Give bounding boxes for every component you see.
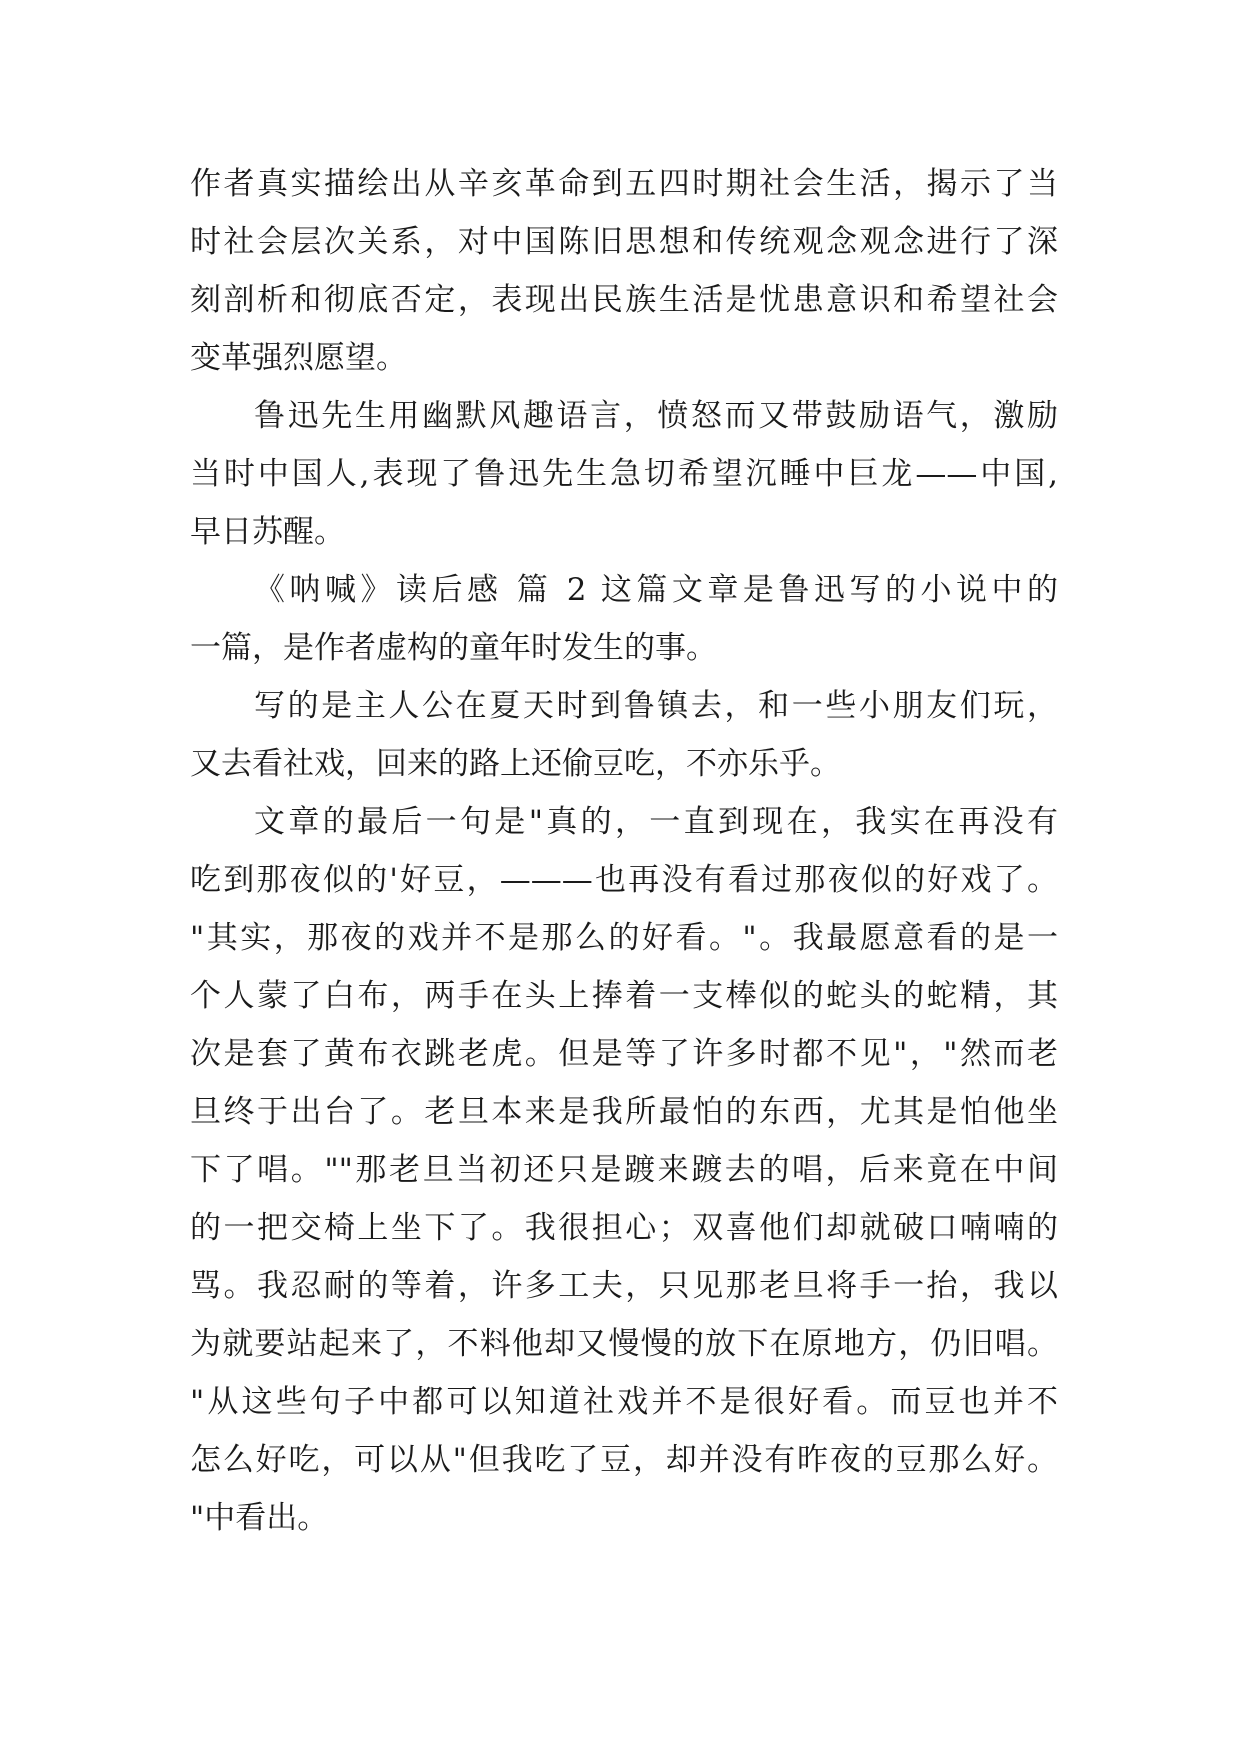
text-line-19: 的一把交椅上坐下了。我很担心；双喜他们却就破口喃喃的 [190,1210,1058,1246]
text-line-24: "中看出。 [190,1500,329,1536]
text-line-11: 又去看社戏，回来的路上还偷豆吃，不亦乐乎。 [190,746,841,782]
text-line-10: 写的是主人公在夏天时到鲁镇去，和一些小朋友们玩， [254,688,1058,724]
text-line-20: 骂。我忍耐的等着，许多工夫，只见那老旦将手一抬，我以 [190,1268,1058,1304]
document-page [190,155,1058,1547]
text-line-7: 早日苏醒。 [190,514,345,550]
text-line-3: 刻剖析和彻底否定，表现出民族生活是忧患意识和希望社会 [190,282,1058,318]
text-line-14: "其实，那夜的戏并不是那么的好看。"。我最愿意看的是一 [190,920,1058,956]
text-line-12: 文章的最后一句是"真的，一直到现在，我实在再没有 [254,804,1058,840]
text-line-5: 鲁迅先生用幽默风趣语言，愤怒而又带鼓励语气，激励 [254,398,1058,434]
text-line-22: "从这些句子中都可以知道社戏并不是很好看。而豆也并不 [190,1384,1058,1420]
text-line-23: 怎么好吃，可以从"但我吃了豆，却并没有昨夜的豆那么好。 [190,1442,1058,1478]
text-line-18: 下了唱。""那老旦当初还只是踱来踱去的唱，后来竟在中间 [190,1152,1058,1188]
text-line-15: 个人蒙了白布，两手在头上捧着一支棒似的蛇头的蛇精，其 [190,978,1058,1014]
text-line-2: 时社会层次关系，对中国陈旧思想和传统观念观念进行了深 [190,224,1058,260]
text-line-4: 变革强烈愿望。 [190,340,407,376]
text-line-16: 次是套了黄布衣跳老虎。但是等了许多时都不见"，"然而老 [190,1036,1058,1072]
text-line-6: 当时中国人,表现了鲁迅先生急切希望沉睡中巨龙——中国, [190,456,1058,492]
text-line-13: 吃到那夜似的'好豆，———也再没有看过那夜似的好戏了。 [190,862,1058,898]
text-line-17: 旦终于出台了。老旦本来是我所最怕的东西，尤其是怕他坐 [190,1094,1058,1130]
section-heading-line: 《呐喊》读后感 篇 2 这篇文章是鲁迅写的小说中的 [254,572,1058,608]
text-line-1: 作者真实描绘出从辛亥革命到五四时期社会生活，揭示了当 [190,166,1058,202]
text-line-21: 为就要站起来了，不料他却又慢慢的放下在原地方，仍旧唱。 [190,1326,1058,1362]
text-line-9: 一篇，是作者虚构的童年时发生的事。 [190,630,717,666]
